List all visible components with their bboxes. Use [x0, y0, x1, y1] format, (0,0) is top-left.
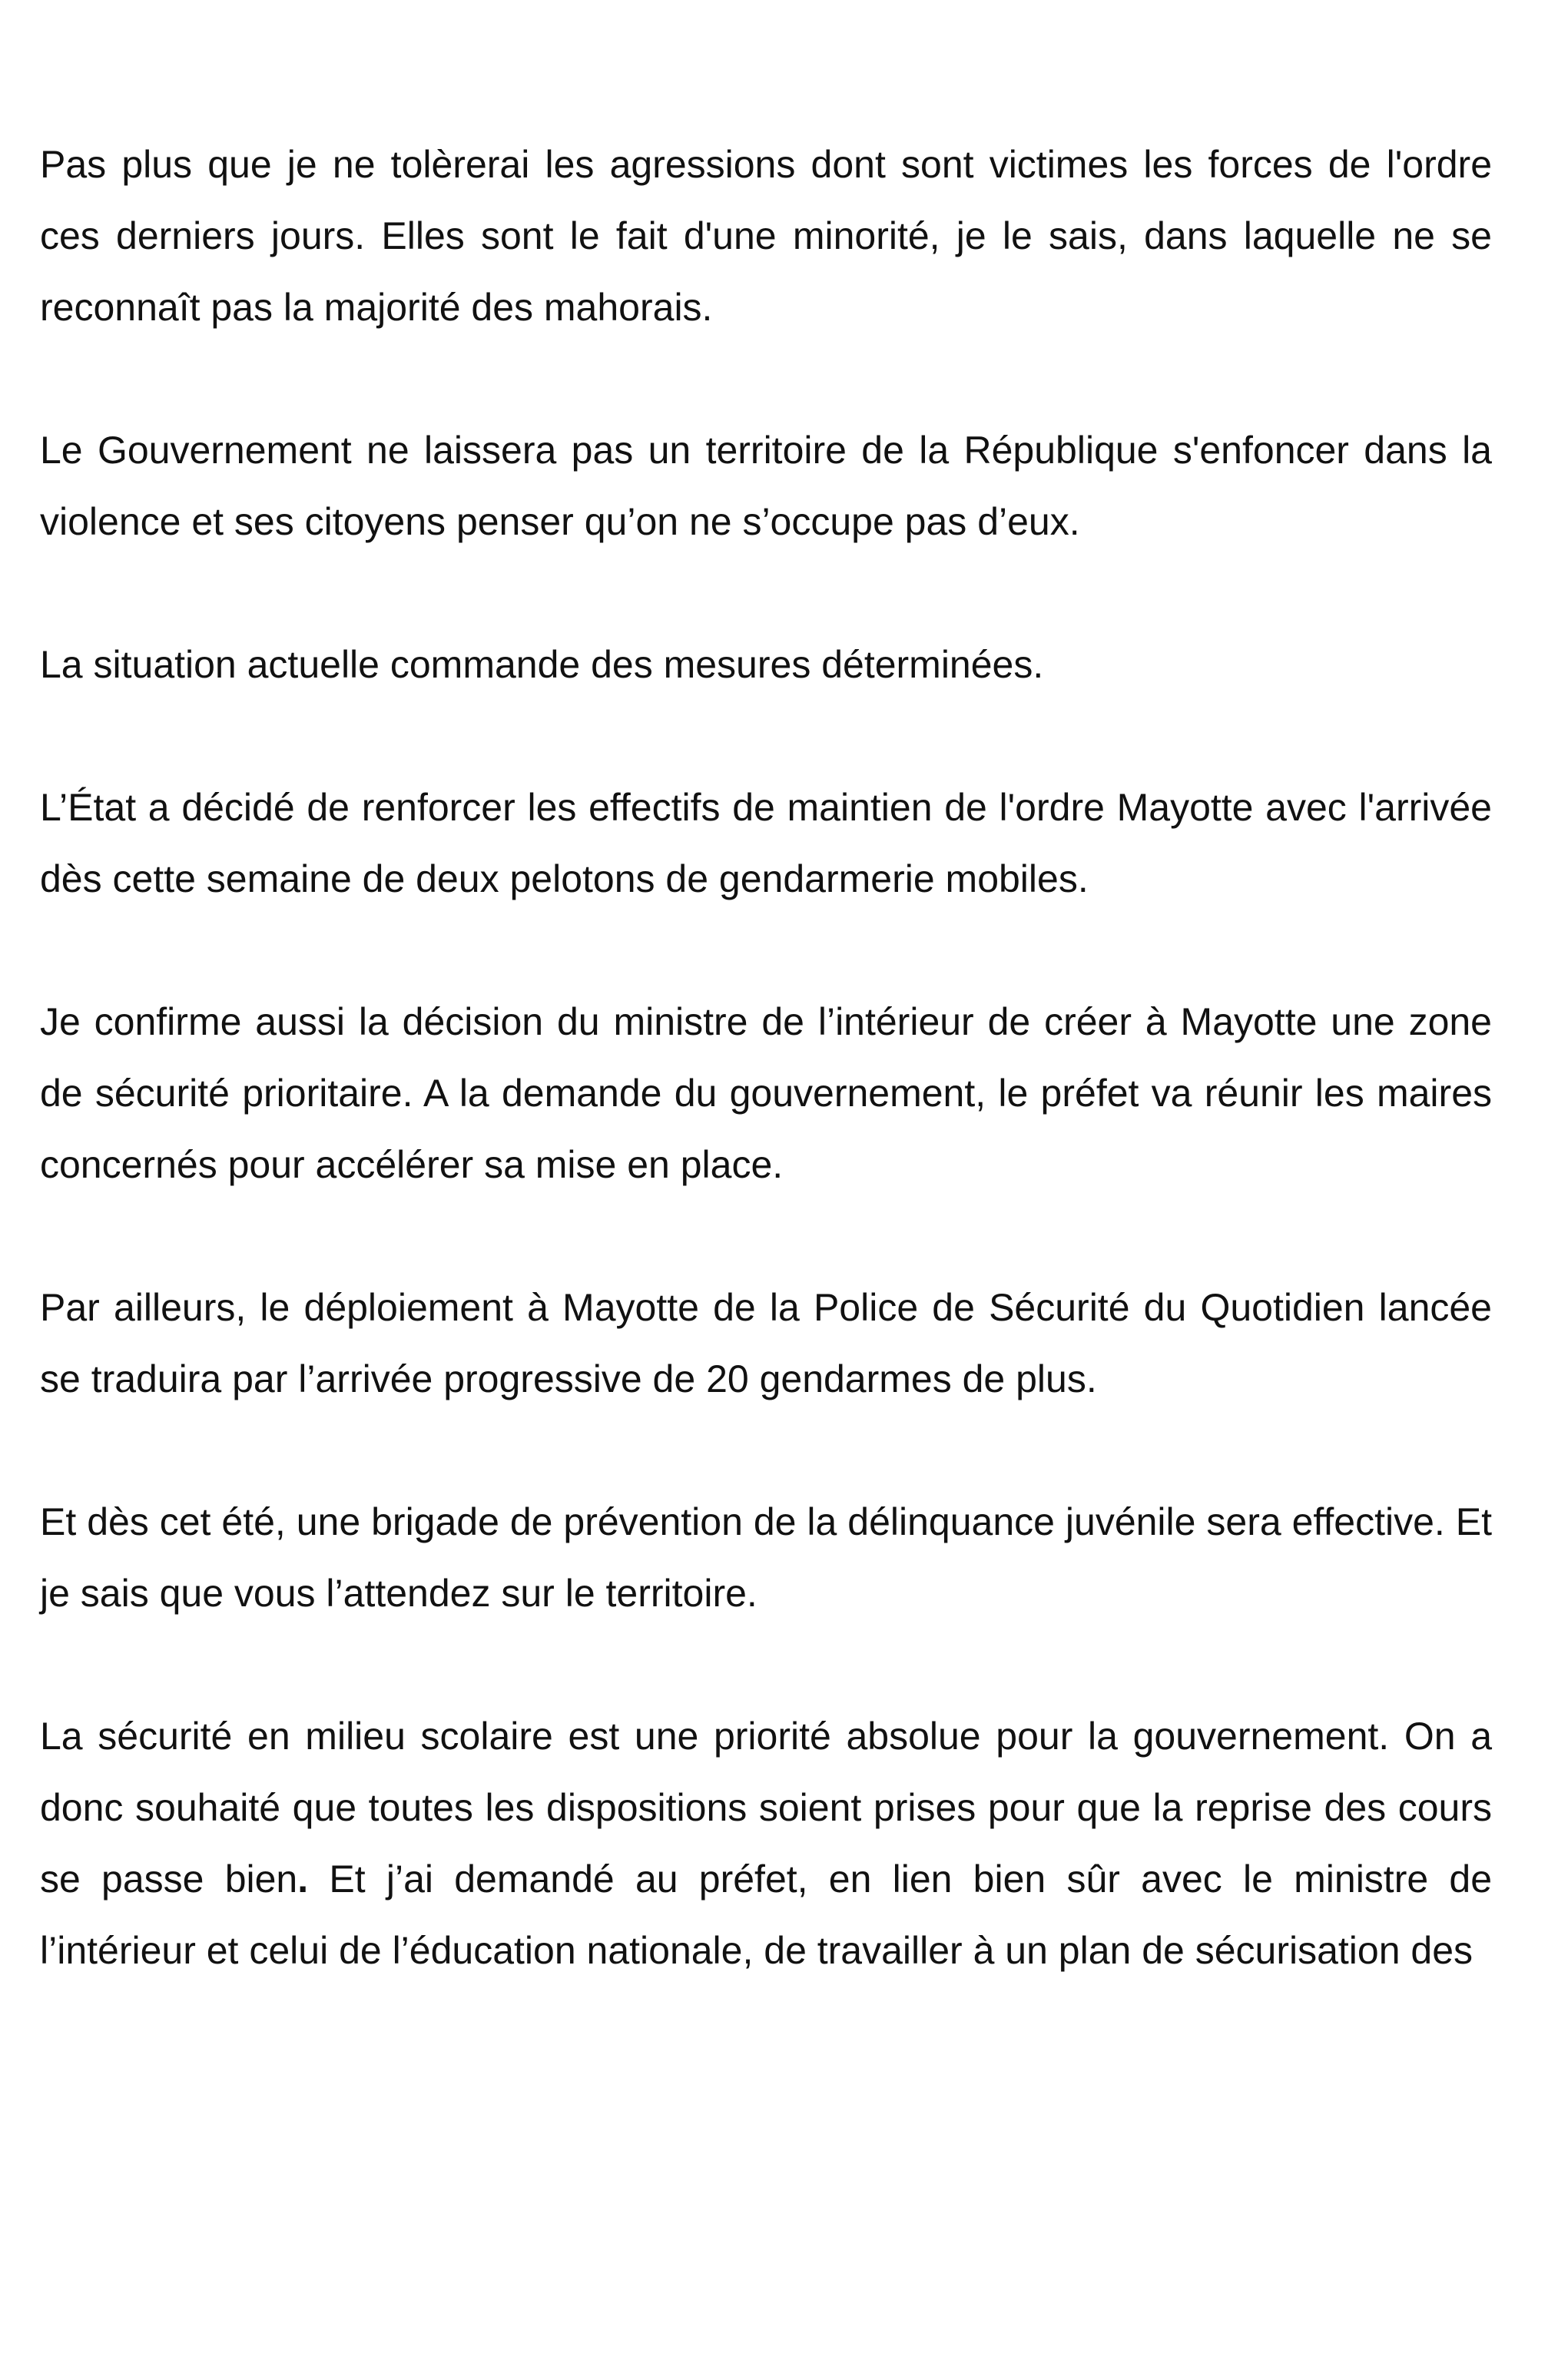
paragraph-securite-scolaire-part1: La sécurité en milieu scolaire est une priorité absolue pour la gouvernement. On a donc souhaité que toutes les dispositions soient prises pour que la reprise des cours se passe bien — [40, 1715, 1492, 1901]
paragraph-securite-scolaire-bold-period: . — [297, 1858, 309, 1901]
paragraph-zone-securite: Je confirme aussi la décision du ministre de l’intérieur de créer à Mayotte une zone de sécurité prioritaire. A la demande du gouvernement, le préfet va réunir les maires concernés pour accélérer sa mise en place. — [40, 1000, 1492, 1186]
paragraph-situation: La situation actuelle commande des mesures déterminées. — [40, 643, 1044, 686]
paragraph-securite-scolaire-part2: Et j’ai demandé au préfet, en lien bien sûr avec le ministre de l’intérieur et celui de l’éducation nationale, de travailler à un plan de sécurisation des — [40, 1858, 1493, 1972]
paragraph-police-quotidien: Par ailleurs, le déploiement à Mayotte de la Police de Sécurité du Quotidien lancée se traduira par l’arrivée progressive de 20 gendarmes de plus. — [40, 1286, 1492, 1400]
paragraph-gouvernement: Le Gouvernement ne laissera pas un territoire de la République s'enfoncer dans la violence et ses citoyens penser qu’on ne s’occupe pas d’eux. — [40, 429, 1492, 543]
paragraph-brigade: Et dès cet été, une brigade de prévention de la délinquance juvénile sera effective. Et je sais que vous l’attendez sur le territoire. — [40, 1500, 1492, 1615]
paragraph-securite-scolaire — [40, 1701, 1492, 1987]
paragraph-agressions: Pas plus que je ne tolèrerai les agressions dont sont victimes les forces de l'ordre ces derniers jours. Elles sont le fait d'une minorité, je le sais, dans laquelle ne se reconnaît pas la majorité des mahorais. — [40, 143, 1492, 329]
paragraph-effectifs: L’État a décidé de renforcer les effectifs de maintien de l'ordre Mayotte avec l'arrivée dès cette semaine de deux pelotons de gendarmerie mobiles. — [40, 786, 1492, 900]
document-body — [40, 129, 1492, 1987]
